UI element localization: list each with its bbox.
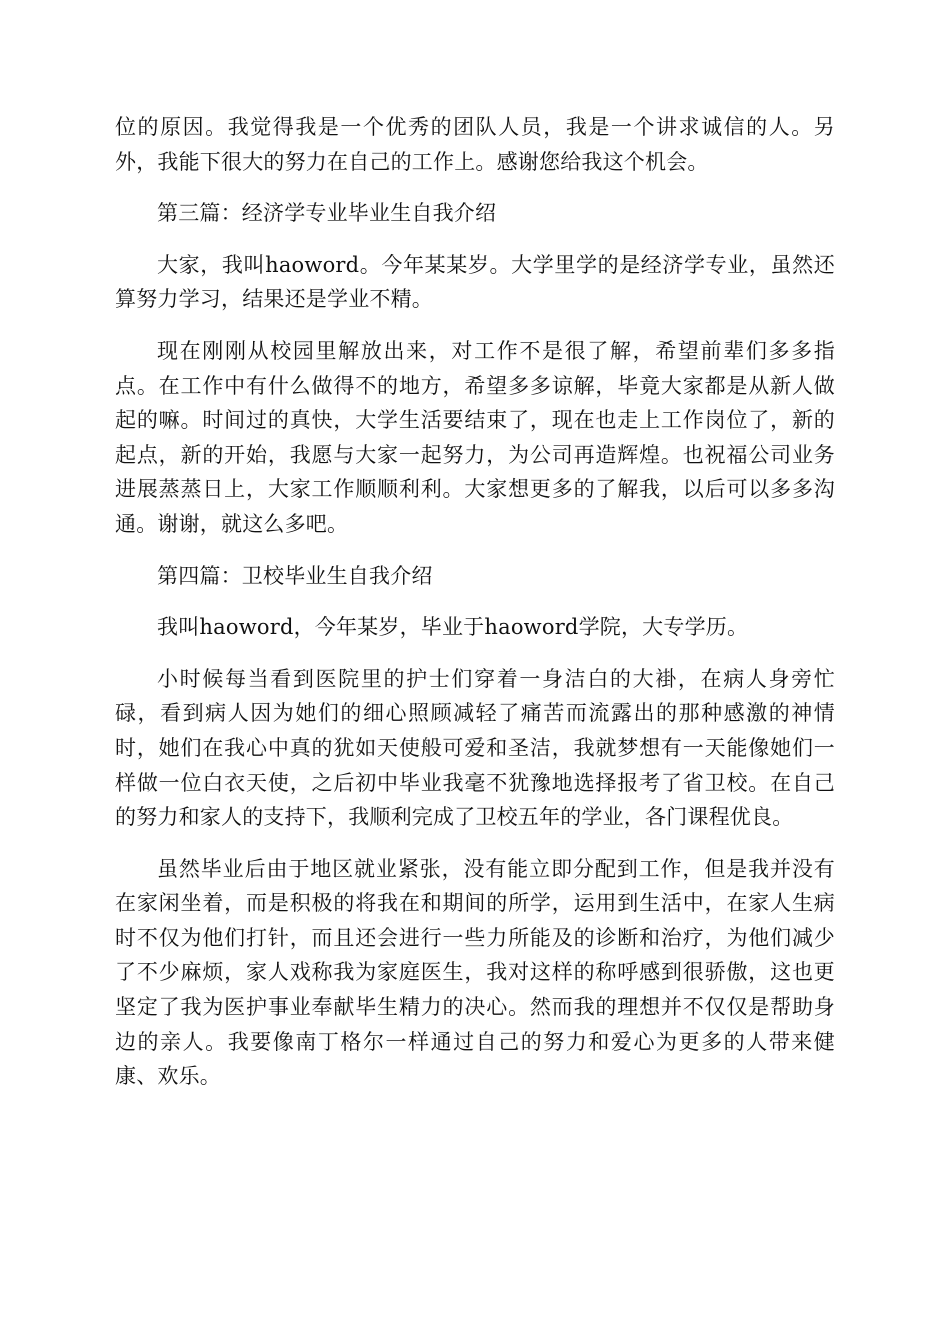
document-body (115, 110, 835, 1111)
paragraph: 我叫haoword，今年某岁，毕业于haoword学院，大专学历。 (157, 615, 749, 640)
paragraph: 大家，我叫haoword。今年某某岁。大学里学的是经济学专业，虽然还算努力学习，结果还是学业不精。 (115, 252, 835, 312)
section-heading-3: 第三篇：经济学专业毕业生自我介绍 (157, 201, 497, 226)
section-heading-4: 第四篇：卫校毕业生自我介绍 (157, 563, 433, 588)
paragraph-continuation: 位的原因。我觉得我是一个优秀的团队人员，我是一个讲求诚信的人。另外，我能下很大的努力在自己的工作上。感谢您给我这个机会。 (115, 115, 835, 174)
paragraph: 虽然毕业后由于地区就业紧张，没有能立即分配到工作，但是我并没有在家闲坐着，而是积极的将我在和期间的所学，运用到生活中，在家人生病时不仅为他们打针，而且还会进行一些力所能及的诊断和治疗，为他们减少了不少麻烦，家人戏称我为家庭医生，我对这样的称呼感到很骄傲，这也更坚定了我为医护事业奉献毕生精力的决心。然而我的理想并不仅仅是帮助身边的亲人。我要像南丁格尔一样通过自己的努力和爱心为更多的人带来健康、欢乐。 (115, 856, 835, 1089)
paragraph: 现在刚刚从校园里解放出来，对工作不是很了解，希望前辈们多多指点。在工作中有什么做得不的地方，希望多多谅解，毕竟大家都是从新人做起的嘛。时间过的真快，大学生活要结束了，现在也走上工作岗位了，新的起点，新的开始，我愿与大家一起努力，为公司再造辉煌。也祝福公司业务进展蒸蒸日上，大家工作顺顺利利。大家想更多的了解我，以后可以多多沟通。谢谢，就这么多吧。 (115, 338, 835, 536)
paragraph: 小时候每当看到医院里的护士们穿着一身洁白的大褂，在病人身旁忙碌，看到病人因为她们的细心照顾减轻了痛苦而流露出的那种感激的神情时，她们在我心中真的犹如天使般可爱和圣洁，我就梦想有一天能像她们一样做一位白衣天使，之后初中毕业我毫不犹豫地选择报考了省卫校。在自己的努力和家人的支持下，我顺利完成了卫校五年的学业，各门课程优良。 (115, 666, 835, 830)
